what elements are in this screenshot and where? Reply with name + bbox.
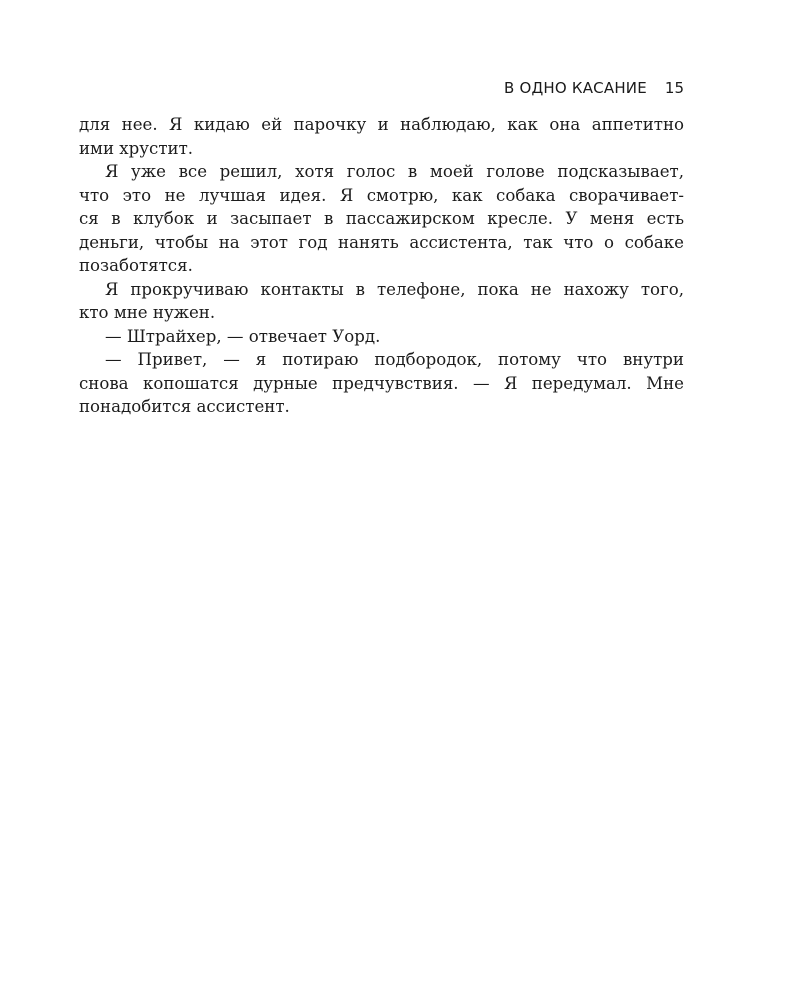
text-line: что это не лучшая идея. Я смотрю, как собака сворачивает-	[79, 185, 684, 205]
text-line: кто мне нужен.	[79, 303, 216, 322]
text-line: ими хрустит.	[79, 138, 194, 158]
page-number: 15	[664, 79, 684, 97]
text-line: для нее. Я кидаю ей парочку и наблюдаю, как она аппетитно	[79, 115, 684, 134]
text-line: — Привет, — я потираю подбородок, потому что внутри	[105, 350, 684, 369]
text-line: понадобится ассистент.	[79, 397, 290, 416]
body-text	[79, 113, 684, 419]
text-line: деньги, чтобы на этот год нанять ассистента, так что о собаке	[79, 232, 684, 252]
running-head	[78, 79, 684, 101]
text-line: — Штрайхер, — отвечает Уорд.	[105, 326, 381, 346]
text-line: снова копошатся дурные предчувствия. — Я передумал. Мне	[79, 373, 684, 393]
text-line: позаботятся.	[79, 256, 193, 275]
running-head-title: В ОДНО КАСАНИЕ	[504, 79, 647, 97]
text-line: Я уже все решил, хотя голос в моей голове подсказывает,	[105, 162, 684, 181]
text-line: Я прокручиваю контакты в телефоне, пока не нахожу того,	[105, 279, 684, 299]
text-line: ся в клубок и засыпает в пассажирском кресле. У меня есть	[79, 209, 684, 228]
